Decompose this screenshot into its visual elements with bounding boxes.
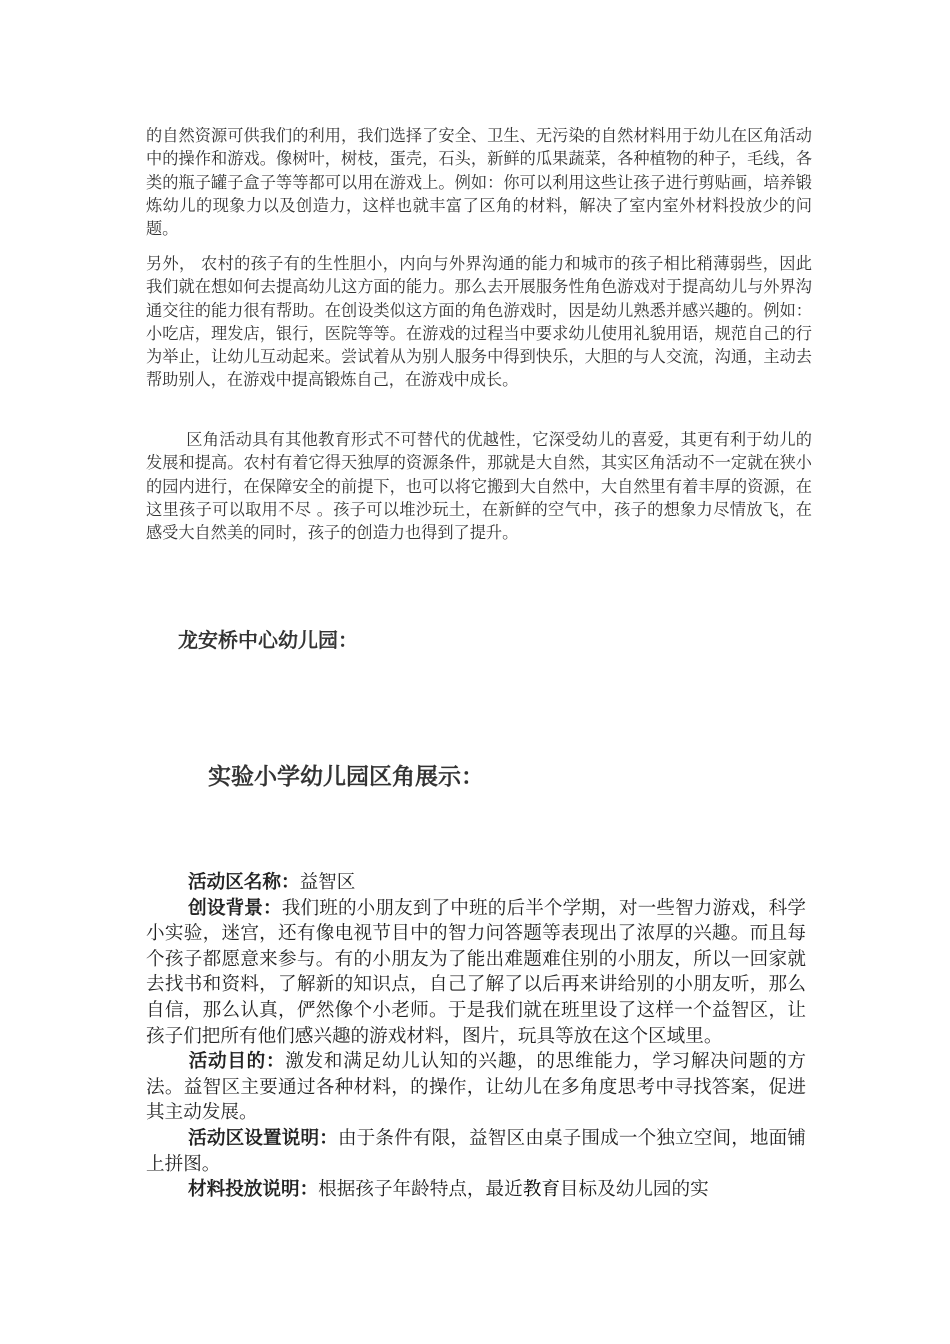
activity-setup-value: 由于条件有限，益智区由桌子围成一个独立空间，地面铺上拼图。 <box>146 1127 806 1175</box>
activity-material-label: 材料投放说明： <box>188 1179 319 1201</box>
paragraph-area-activity <box>146 428 812 544</box>
activity-name-label: 活动区名称： <box>188 872 300 893</box>
activity-goal-row <box>146 1049 806 1126</box>
heading-longanqiao-kindergarten: 龙安桥中心幼儿园： <box>178 628 358 652</box>
activity-name-value: 益智区 <box>299 872 356 893</box>
activity-setup-label: 活动区设置说明： <box>188 1127 338 1149</box>
activity-goal-label: 活动目的： <box>188 1051 286 1073</box>
activity-setup-row <box>146 1126 806 1177</box>
paragraph-area-activity-text: 区角活动具有其他教育形式不可替代的优越性，它深受幼儿的喜爱，其更有利于幼儿的发展和提高。农村有着它得天独厚的资源条件，那就是大自然，其实区角活动不一定就在狭小的园内进行，在保障安全的前提下，也可以将它搬到大自然中，大自然里有着丰厚的资源，在这里孩子可以取用不尽 。孩子可以堆沙玩土，在新鲜的空气中，孩子的想象力尽情放飞，在感受大自然美的同时，孩子的创造力也得到了提升。 <box>146 430 812 543</box>
activity-material-value-2: 目标及幼儿园的实 <box>559 1179 709 1201</box>
activity-background-value: 我们班的小朋友到了中班的后半个学期，对一些智力游戏，科学小实验，迷宫，还有像电视节目中的智力问答题等表现出了浓厚的兴趣。而且每个孩子都愿意来参与。有的小朋友为了能出难题难住别的小朋友，所以一回家就去找书和资料，了解新的知识点，自己了解了以后再来讲给别的小朋友听，那么自信，那么认真，俨然像个小老师。于是我们就在班里设了这样一个益智区，让孩子们把所有他们感兴趣的游戏材料，图片，玩具等放在这个区域里。 <box>146 897 806 1047</box>
activity-material-value-1: 根据孩子年龄特点，最近 <box>318 1179 523 1201</box>
activity-background-row <box>146 896 806 1050</box>
paragraph-natural-materials: 的自然资源可供我们的利用，我们选择了安全、卫生、无污染的自然材料用于幼儿在区角活动中的操作和游戏。像树叶，树枝，蛋壳，石头，新鲜的瓜果蔬菜，各种植物的种子，毛线，各类的瓶子罐子盒子等等都可以用在游戏上。例如：你可以利用这些让孩子进行剪贴画，培养锻炼幼儿的现象力以及创造力，这样也就丰富了区角的材料，解决了室内室外材料投放少的问题。 <box>146 126 812 239</box>
activity-material-row <box>146 1177 806 1203</box>
activity-goal-value: 激发和满足幼儿认知的兴趣，的思维能力，学习解决问题的方法。益智区主要通过各种材料，的操作，让幼儿在多角度思考中寻找答案，促进其主动发展。 <box>146 1051 806 1124</box>
activity-material-keyword: 教育 <box>522 1179 560 1201</box>
activity-description <box>146 870 806 1203</box>
paragraph-role-play: 另外， 农村的孩子有的生性胆小，内向与外界沟通的能力和城市的孩子相比稍薄弱些，因此我们就在想如何去提高幼儿这方面的能力。那么去开展服务性角色游戏对于提高幼儿与外界沟通交往的能力很有帮助。在创设类似这方面的角色游戏时，因是幼儿熟悉并感兴趣的。例如：小吃店，理发店，银行，医院等等。在游戏的过程当中要求幼儿使用礼貌用语，规范自己的行为举止，让幼儿互动起来。尝试着从为别人服务中得到快乐，大胆的与人交流，沟通，主动去帮助别人，在游戏中提高锻炼自己，在游戏中成长。 <box>146 254 812 390</box>
activity-name-row <box>146 870 806 896</box>
heading-experimental-school: 实验小学幼儿园区角展示： <box>208 763 484 790</box>
activity-background-label: 创设背景： <box>188 897 282 919</box>
